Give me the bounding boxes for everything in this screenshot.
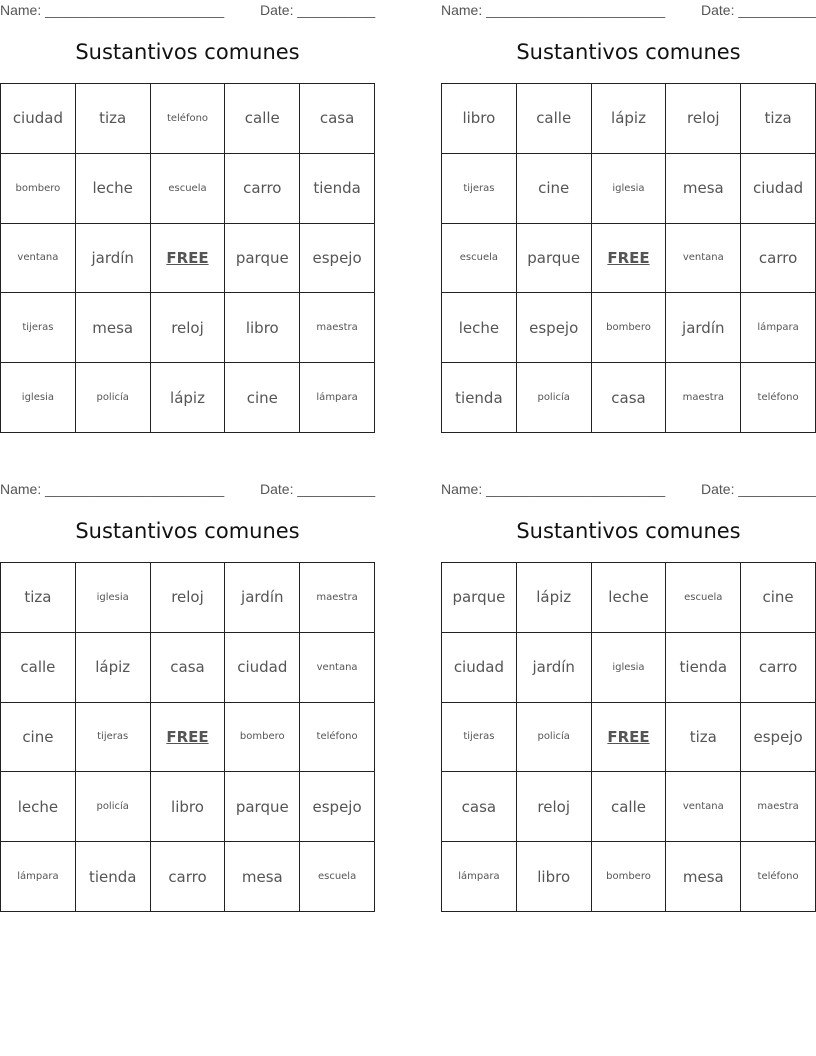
grid-cell: jardín [666, 293, 741, 363]
grid-cell: teléfono [741, 363, 816, 433]
free-space: FREE [591, 702, 666, 772]
name-field-label: Name: _______________________ [0, 481, 225, 497]
grid-cell: calle [591, 772, 666, 842]
bingo-grid [0, 562, 375, 912]
grid-row [1, 702, 375, 772]
name-field-label: Name: _______________________ [0, 2, 225, 18]
grid-cell: parque [225, 772, 300, 842]
bingo-grid [441, 83, 816, 433]
grid-cell: mesa [666, 842, 741, 912]
grid-cell: mesa [666, 153, 741, 223]
grid-cell: lápiz [591, 84, 666, 154]
grid-cell: libro [225, 293, 300, 363]
grid-cell: ventana [666, 223, 741, 293]
card-title: Sustantivos comunes [516, 519, 741, 543]
grid-row [442, 563, 816, 633]
grid-cell: bombero [225, 702, 300, 772]
grid-cell: tijeras [75, 702, 150, 772]
card-title: Sustantivos comunes [516, 40, 741, 64]
grid-cell: tijeras [1, 293, 76, 363]
grid-row [442, 632, 816, 702]
grid-cell: leche [591, 563, 666, 633]
grid-cell: escuela [150, 153, 225, 223]
grid-cell: teléfono [150, 84, 225, 154]
grid-cell: casa [300, 84, 375, 154]
grid-cell: calle [516, 84, 591, 154]
grid-cell: parque [516, 223, 591, 293]
grid-cell: policía [75, 772, 150, 842]
grid-cell: leche [1, 772, 76, 842]
bingo-grid [0, 83, 375, 433]
grid-cell: leche [75, 153, 150, 223]
grid-cell: mesa [75, 293, 150, 363]
grid-row [1, 563, 375, 633]
grid-cell: lápiz [150, 363, 225, 433]
grid-cell: teléfono [300, 702, 375, 772]
grid-cell: carro [741, 632, 816, 702]
grid-cell: jardín [75, 223, 150, 293]
grid-cell: jardín [225, 563, 300, 633]
grid-row [442, 223, 816, 293]
grid-cell: escuela [442, 223, 517, 293]
grid-cell: calle [1, 632, 76, 702]
grid-cell: libro [516, 842, 591, 912]
grid-cell: carro [150, 842, 225, 912]
grid-cell: libro [442, 84, 517, 154]
grid-cell: ciudad [741, 153, 816, 223]
grid-cell: espejo [516, 293, 591, 363]
grid-cell: cine [1, 702, 76, 772]
grid-cell: ciudad [225, 632, 300, 702]
grid-cell: espejo [741, 702, 816, 772]
grid-cell: policía [516, 363, 591, 433]
grid-row [1, 84, 375, 154]
grid-cell: ventana [666, 772, 741, 842]
grid-row [442, 702, 816, 772]
grid-cell: cine [225, 363, 300, 433]
free-space: FREE [591, 223, 666, 293]
grid-cell: tiza [741, 84, 816, 154]
grid-cell: iglesia [75, 563, 150, 633]
grid-cell: escuela [300, 842, 375, 912]
grid-cell: policía [75, 363, 150, 433]
grid-cell: bombero [591, 293, 666, 363]
grid-cell: ventana [1, 223, 76, 293]
grid-cell: carro [225, 153, 300, 223]
bingo-grid [441, 562, 816, 912]
grid-cell: calle [225, 84, 300, 154]
grid-cell: casa [150, 632, 225, 702]
grid-cell: espejo [300, 772, 375, 842]
grid-cell: espejo [300, 223, 375, 293]
grid-cell: bombero [1, 153, 76, 223]
grid-cell: parque [442, 563, 517, 633]
grid-cell: ventana [300, 632, 375, 702]
grid-row [442, 153, 816, 223]
card-header [0, 0, 375, 20]
grid-row [442, 363, 816, 433]
date-field-label: Date: __________ [260, 2, 376, 18]
grid-cell: lámpara [442, 842, 517, 912]
card-title: Sustantivos comunes [75, 519, 300, 543]
grid-row [442, 772, 816, 842]
grid-cell: iglesia [591, 632, 666, 702]
grid-row [1, 842, 375, 912]
grid-cell: cine [741, 563, 816, 633]
grid-cell: lámpara [1, 842, 76, 912]
grid-cell: jardín [516, 632, 591, 702]
grid-cell: teléfono [741, 842, 816, 912]
grid-cell: maestra [300, 293, 375, 363]
name-field-label: Name: _______________________ [441, 2, 666, 18]
grid-cell: ciudad [1, 84, 76, 154]
grid-cell: iglesia [591, 153, 666, 223]
grid-cell: escuela [666, 563, 741, 633]
grid-cell: bombero [591, 842, 666, 912]
grid-row [442, 84, 816, 154]
grid-row [1, 772, 375, 842]
grid-cell: policía [516, 702, 591, 772]
name-field-label: Name: _______________________ [441, 481, 666, 497]
grid-cell: lápiz [516, 563, 591, 633]
date-field-label: Date: __________ [260, 481, 376, 497]
grid-cell: reloj [516, 772, 591, 842]
grid-cell: libro [150, 772, 225, 842]
grid-cell: lámpara [741, 293, 816, 363]
grid-cell: casa [442, 772, 517, 842]
card-header [0, 479, 375, 499]
grid-cell: reloj [150, 563, 225, 633]
grid-cell: casa [591, 363, 666, 433]
card-header [441, 479, 816, 499]
grid-cell: reloj [150, 293, 225, 363]
grid-cell: reloj [666, 84, 741, 154]
grid-cell: ciudad [442, 632, 517, 702]
grid-cell: mesa [225, 842, 300, 912]
date-field-label: Date: __________ [701, 2, 816, 18]
grid-row [442, 842, 816, 912]
grid-cell: lámpara [300, 363, 375, 433]
grid-cell: maestra [300, 563, 375, 633]
grid-row [1, 632, 375, 702]
grid-cell: parque [225, 223, 300, 293]
grid-cell: tiza [666, 702, 741, 772]
grid-row [1, 223, 375, 293]
grid-row [1, 363, 375, 433]
grid-row [1, 293, 375, 363]
grid-cell: tienda [666, 632, 741, 702]
grid-cell: tiza [1, 563, 76, 633]
grid-row [442, 293, 816, 363]
card-header [441, 0, 816, 20]
grid-cell: maestra [666, 363, 741, 433]
grid-cell: cine [516, 153, 591, 223]
grid-cell: lápiz [75, 632, 150, 702]
card-title: Sustantivos comunes [75, 40, 300, 64]
date-field-label: Date: __________ [701, 481, 816, 497]
grid-cell: iglesia [1, 363, 76, 433]
grid-row [1, 153, 375, 223]
free-space: FREE [150, 223, 225, 293]
free-space: FREE [150, 702, 225, 772]
grid-cell: tienda [75, 842, 150, 912]
grid-cell: carro [741, 223, 816, 293]
grid-cell: tijeras [442, 153, 517, 223]
grid-cell: maestra [741, 772, 816, 842]
grid-cell: tienda [442, 363, 517, 433]
grid-cell: tiza [75, 84, 150, 154]
grid-cell: leche [442, 293, 517, 363]
grid-cell: tijeras [442, 702, 517, 772]
grid-cell: tienda [300, 153, 375, 223]
